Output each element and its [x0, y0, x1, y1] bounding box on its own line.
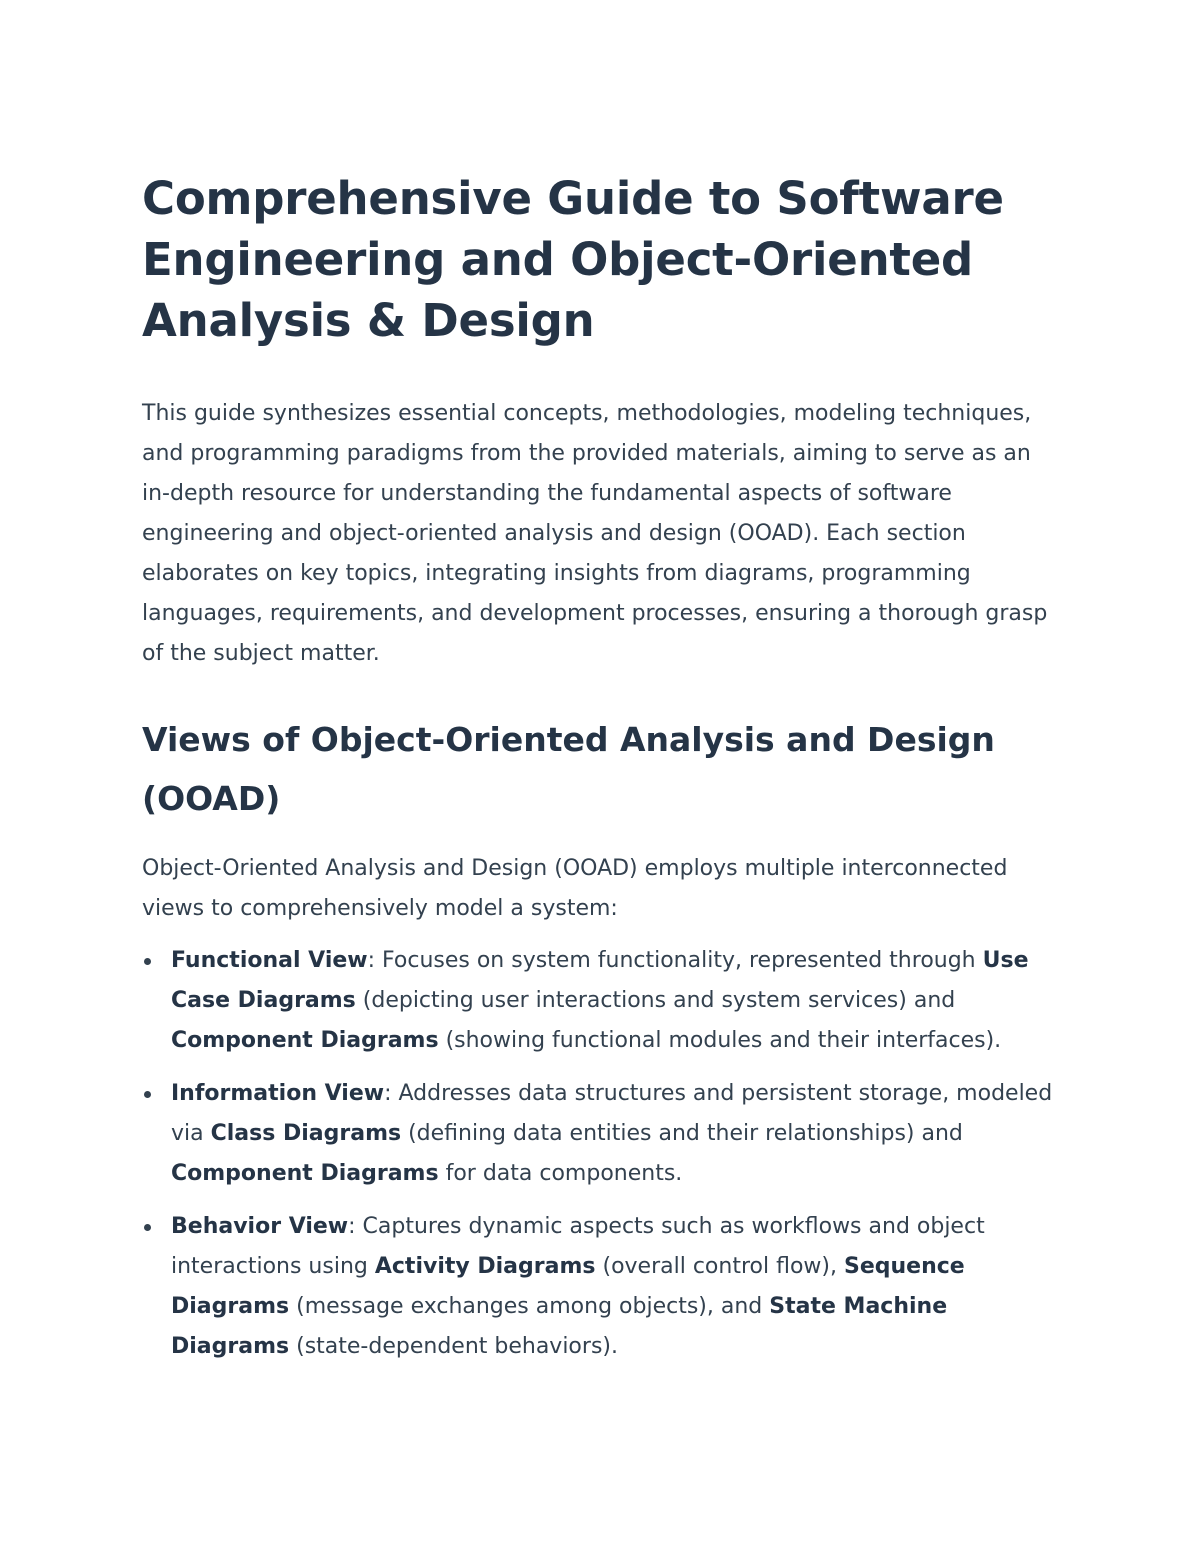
text-segment: : Focuses on system functionality, represented through — [367, 948, 983, 973]
term-class-diagrams: Class Diagrams — [210, 1121, 402, 1146]
term-component-diagrams: Component Diagrams — [171, 1161, 439, 1186]
text-segment: (depicting user interactions and system services) and — [355, 988, 956, 1013]
bullet-dot-icon — [144, 1224, 151, 1231]
text-segment: for data components. — [438, 1161, 683, 1186]
bullet-dot-icon — [144, 958, 151, 965]
term-information-view: Information View — [171, 1081, 385, 1106]
list-item-information-view — [142, 1074, 1062, 1194]
list-item-behavior-view — [142, 1207, 1062, 1367]
term-component-diagrams: Component Diagrams — [171, 1028, 439, 1053]
bullet-dot-icon — [144, 1091, 151, 1098]
document-page — [142, 168, 1062, 1380]
term-state-machine-diagrams: State Machine Diagrams — [171, 1294, 948, 1359]
text-segment: : Addresses data structures and persistent storage, modeled via — [171, 1081, 1053, 1146]
text-segment: (defining data entities and their relationships) and — [401, 1121, 963, 1146]
page-title: Comprehensive Guide to Software Engineering and Object-Oriented Analysis & Design — [142, 172, 1004, 347]
views-list — [142, 941, 1062, 1367]
term-activity-diagrams: Activity Diagrams — [374, 1254, 596, 1279]
text-segment: (message exchanges among objects), and — [289, 1294, 770, 1319]
section-lead-paragraph: Object-Oriented Analysis and Design (OOAD) employs multiple interconnected views to comprehensively model a system: — [142, 856, 1008, 921]
term-behavior-view: Behavior View — [171, 1214, 349, 1239]
term-functional-view: Functional View — [171, 948, 368, 973]
section-heading: Views of Object-Oriented Analysis and Design (OOAD) — [142, 720, 995, 818]
text-segment: (overall control flow), — [595, 1254, 844, 1279]
list-item-functional-view — [142, 941, 1062, 1061]
text-segment: (showing functional modules and their interfaces). — [438, 1028, 1002, 1053]
text-segment: (state-dependent behaviors). — [289, 1334, 618, 1359]
term-sequence-diagrams: Sequence Diagrams — [171, 1254, 965, 1319]
text-segment: : Captures dynamic aspects such as workflows and object interactions using — [171, 1214, 985, 1279]
intro-paragraph: This guide synthesizes essential concepts, methodologies, modeling techniques, and programming paradigms from the provided materials, aiming to serve as an in-depth resource for understanding the fundamental aspects of software engineering and object-oriented analysis and design (OOAD). Each section elaborates on key topics, integrating insights from diagrams, programming languages, requirements, and development processes, ensuring a thorough grasp of the subject matter. — [142, 401, 1048, 666]
term-use-case-diagrams: Use Case Diagrams — [171, 948, 1029, 1013]
